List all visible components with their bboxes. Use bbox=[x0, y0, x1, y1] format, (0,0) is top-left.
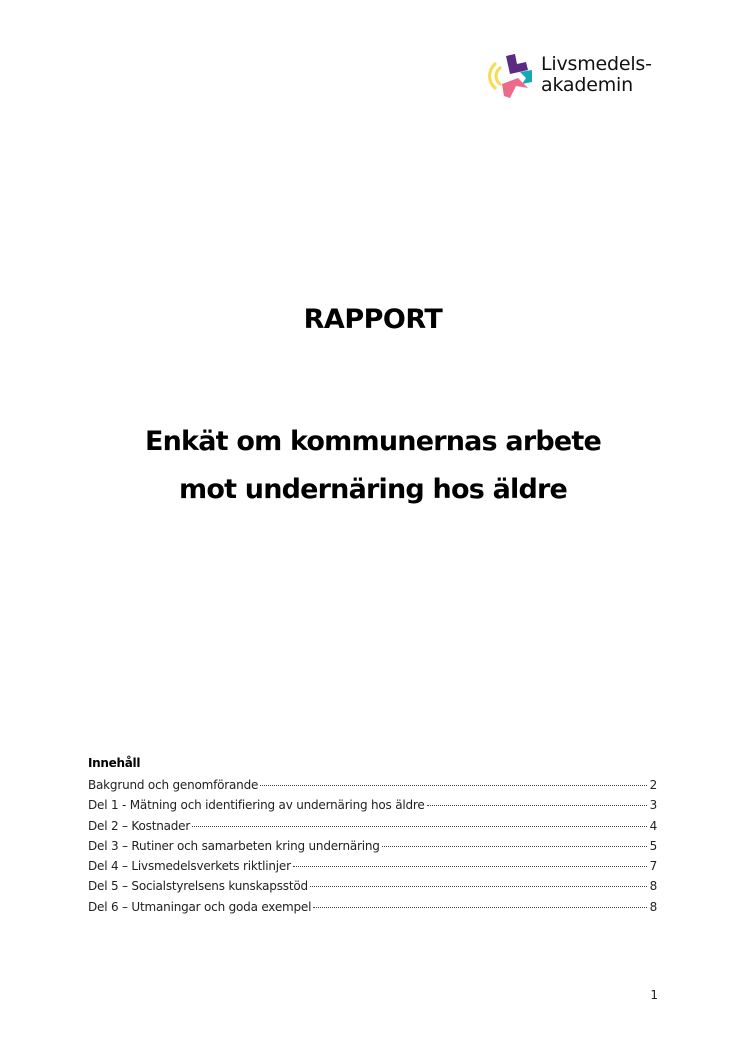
logo-line-1: Livsmedels- bbox=[541, 53, 652, 75]
table-of-contents bbox=[88, 755, 657, 917]
toc-entry[interactable] bbox=[88, 876, 657, 896]
toc-entry-title: Del 4 – Livsmedelsverkets riktlinjer bbox=[88, 859, 291, 874]
report-title bbox=[0, 418, 746, 514]
toc-entry-title: Bakgrund och genomförande bbox=[88, 778, 259, 792]
logo-wordmark bbox=[541, 54, 652, 96]
page-number: 1 bbox=[650, 988, 658, 1002]
toc-entry[interactable] bbox=[88, 856, 657, 876]
toc-entry-page: 4 bbox=[649, 818, 657, 833]
toc-entry-title: Del 5 – Socialstyrelsens kunskapsstöd bbox=[88, 879, 308, 894]
logo bbox=[486, 50, 666, 102]
toc-entry[interactable] bbox=[88, 816, 657, 836]
toc-entry-page: 5 bbox=[649, 838, 657, 853]
report-title-line-1: Enkät om kommunernas arbete bbox=[144, 426, 602, 457]
toc-entry-title: Del 3 – Rutiner och samarbeten kring undernäring bbox=[88, 838, 380, 853]
toc-entry-title: Del 6 – Utmaningar och goda exempel bbox=[88, 899, 312, 914]
toc-entry-page: 2 bbox=[649, 778, 657, 792]
toc-leader-dots bbox=[310, 886, 647, 887]
toc-entry-page: 7 bbox=[649, 859, 657, 874]
livsmedelsakademin-logo-icon bbox=[486, 50, 536, 100]
toc-entry-page: 3 bbox=[649, 798, 657, 813]
toc-entry[interactable] bbox=[88, 795, 657, 815]
toc-leader-dots bbox=[427, 805, 647, 806]
toc-entry[interactable] bbox=[88, 897, 657, 917]
toc-entry[interactable] bbox=[88, 775, 657, 795]
toc-leader-dots bbox=[382, 846, 647, 847]
toc-leader-dots bbox=[313, 907, 647, 908]
report-label: RAPPORT bbox=[303, 304, 443, 335]
toc-heading: Innehåll bbox=[88, 756, 141, 770]
toc-leader-dots bbox=[293, 866, 647, 867]
logo-line-2: akademin bbox=[541, 74, 633, 96]
toc-entry-title: Del 2 – Kostnader bbox=[88, 818, 191, 833]
toc-leader-dots bbox=[260, 785, 647, 786]
toc-entry-page: 8 bbox=[649, 899, 657, 914]
toc-entry-title: Del 1 - Mätning och identifiering av undernäring hos äldre bbox=[88, 798, 425, 813]
toc-entry-page: 8 bbox=[649, 879, 657, 894]
report-title-line-2: mot undernäring hos äldre bbox=[178, 474, 568, 505]
toc-entry[interactable] bbox=[88, 836, 657, 856]
toc-leader-dots bbox=[192, 826, 647, 827]
